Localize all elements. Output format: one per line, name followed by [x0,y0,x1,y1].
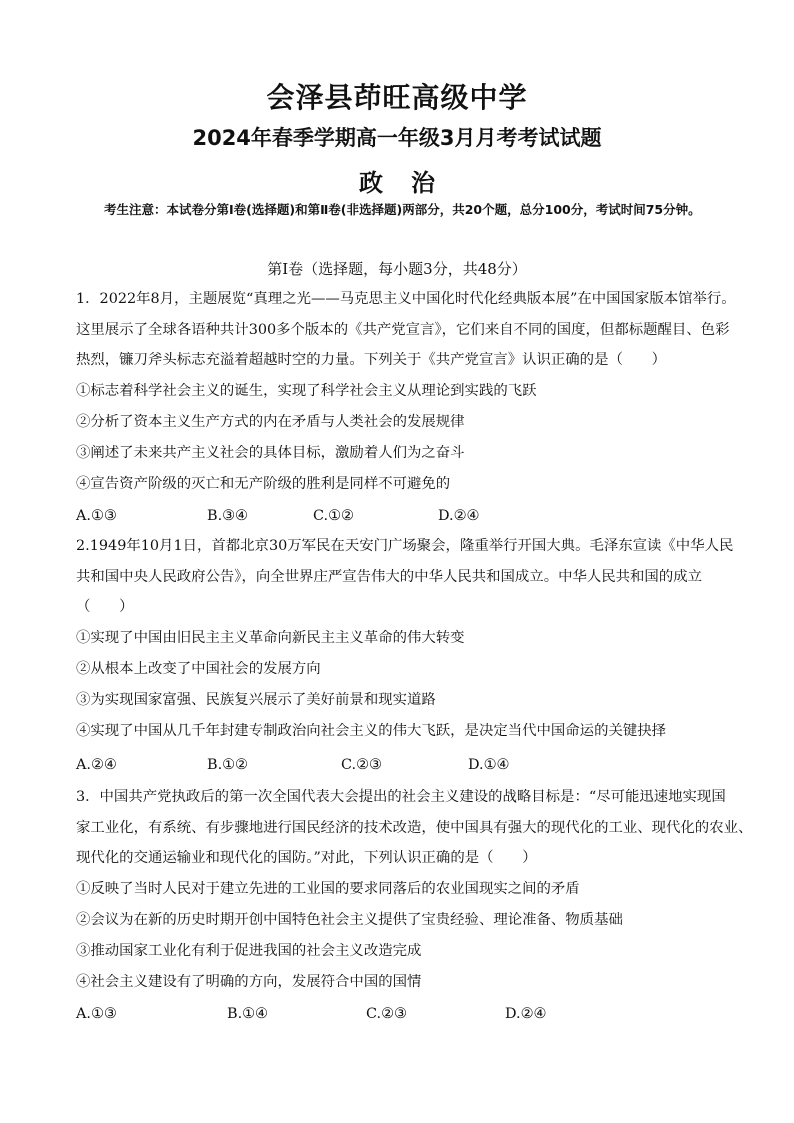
question-2-statement-2: ②从根本上改变了中国社会的发展方向 [76,661,321,677]
question-1-statement-4: ④宣告资产阶级的灭亡和无产阶级的胜利是同样不可避免的 [76,476,451,492]
question-1-option-b[interactable]: B.③④ [207,508,248,524]
question-1-stem-line-1: 1．2022年8月，主题展览“真理之光——马克思主义中国化时代化经典版本展”在中国国家版本馆举行。 [76,291,736,307]
question-3-option-d[interactable]: D.②④ [505,1006,547,1022]
question-3-statement-2: ②会议为在新的历史时期开创中国特色社会主义提供了宝贵经验、理论准备、物质基础 [76,912,623,928]
question-2-option-a[interactable]: A.②④ [76,757,117,773]
question-2-stem-line-2: 共和国中央人民政府公告》，向全世界庄严宣告伟大的中华人民共和国成立。中华人民共和国的成立 [76,569,702,585]
question-2-stem-line-1: 2.1949年10月1日，首都北京30万军民在天安门广场聚会，隆重举行开国大典。毛泽东宣读《中华人民 [76,538,734,554]
school-name: 会泽县茚旺高级中学 [266,81,528,114]
question-2-statement-4: ④实现了中国从几千年封建专制政治向社会主义的伟大飞跃，是决定当代中国命运的关键抉择 [76,723,667,739]
question-1-statement-1: ①标志着科学社会主义的诞生，实现了科学社会主义从理论到实践的飞跃 [76,383,537,399]
question-2-stem-line-3: （ ） [76,599,134,615]
question-1-stem-line-2: 这里展示了全球各语种共计300多个版本的《共产党宣言》，它们来自不同的国度，但都标题醒目、色彩 [76,322,730,338]
question-1-option-c[interactable]: C.①② [313,508,354,524]
question-3-stem-line-1: 3．中国共产党执政后的第一次全国代表大会提出的社会主义建设的战略目标是：“尽可能迅速地实现国 [76,789,726,805]
question-1-stem-line-3: 热烈，镰刀斧头标志充溢着超越时空的力量。下列关于《共产党宣言》认识正确的是（ ） [76,352,667,368]
question-3-option-b[interactable]: B.①④ [227,1006,268,1022]
question-3-statement-1: ①反映了当时人民对于建立先进的工业国的要求同落后的农业国现实之间的矛盾 [76,881,580,897]
question-1-option-d[interactable]: D.②④ [438,508,480,524]
question-2-statement-1: ①实现了中国由旧民主主义革命向新民主主义革命的伟大转变 [76,630,465,646]
question-3-option-a[interactable]: A.①③ [76,1006,117,1022]
question-1-option-a[interactable]: A.①③ [76,508,117,524]
question-3-stem-line-3: 现代化的交通运输业和现代化的国防。”对此，下列认识正确的是（ ） [76,850,537,866]
subject-title: 政治 [359,169,463,197]
question-3-option-c[interactable]: C.②③ [366,1006,407,1022]
question-3-statement-4: ④社会主义建设有了明确的方向，发展符合中国的国情 [76,974,422,990]
question-3-statement-3: ③推动国家工业化有利于促进我国的社会主义改造完成 [76,943,422,959]
question-2-option-b[interactable]: B.①② [207,757,248,773]
question-1-statement-3: ③阐述了未来共产主义社会的具体目标，激励着人们为之奋斗 [76,445,465,461]
question-2-option-d[interactable]: D.①④ [468,757,510,773]
exam-notice: 考生注意：本试卷分第Ⅰ卷(选择题)和第Ⅱ卷(非选择题)两部分，共20个题，总分100分，考试时间75分钟。 [104,202,701,217]
question-1-statement-2: ②分析了资本主义生产方式的内在矛盾与人类社会的发展规律 [76,414,465,430]
question-3-stem-line-2: 家工业化，有系统、有步骤地进行国民经济的技术改造，使中国具有强大的现代化的工业、现代化的农业、 [76,820,753,836]
question-2-statement-3: ③为实现国家富强、民族复兴展示了美好前景和现实道路 [76,692,436,708]
exam-title: 2024年春季学期高一年级3月月考考试试题 [192,126,602,150]
question-2-option-c[interactable]: C.②③ [341,757,382,773]
section-heading: 第Ⅰ卷（选择题，每小题3分，共48分） [267,260,527,278]
